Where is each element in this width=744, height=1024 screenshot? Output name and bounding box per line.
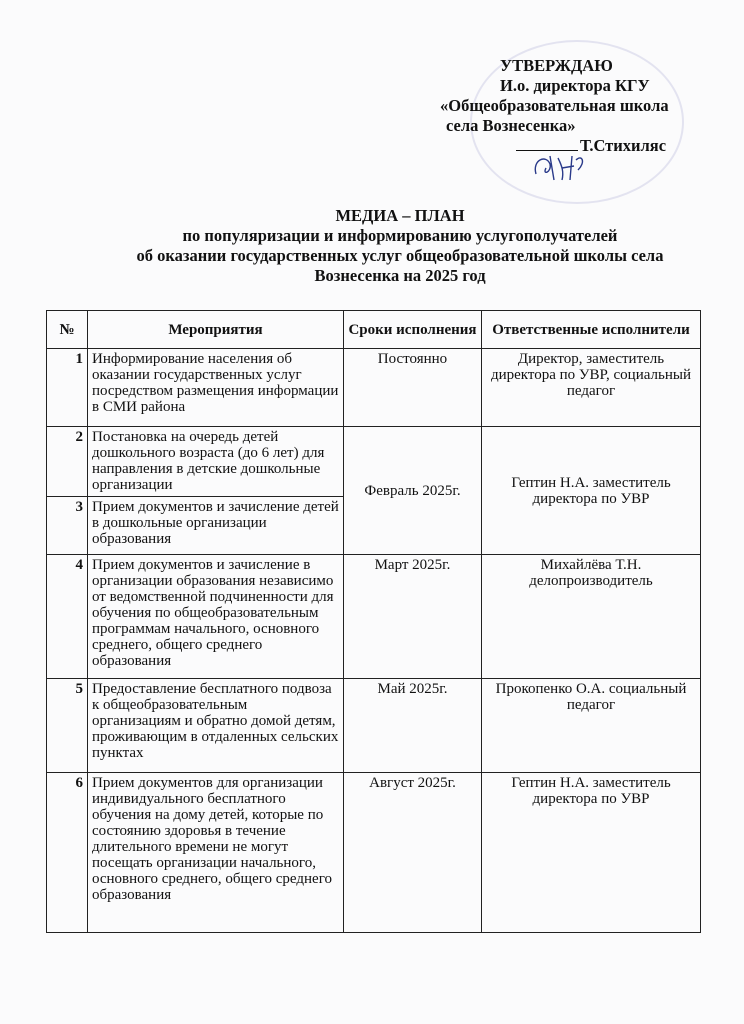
row-number: 1: [47, 349, 88, 427]
row-term: Февраль 2025г.: [344, 427, 482, 555]
row-event: Прием документов для организации индивидуального бесплатного обучения на дому детей, которые по состоянию здоровья в течение длительного времени не могут посещать организации начального, основного среднего, общего среднего образования: [88, 773, 344, 933]
row-event: Информирование населения об оказании государственных услуг посредством размещения информации в СМИ района: [88, 349, 344, 427]
row-event: Постановка на очередь детей дошкольного возраста (до 6 лет) для направления в детские дошкольные организации: [88, 427, 344, 497]
row-number: 6: [47, 773, 88, 933]
table-row: [47, 773, 701, 933]
approval-heading: УТВЕРЖДАЮ: [500, 56, 613, 75]
row-responsible: Гептин Н.А. заместитель директора по УВР: [482, 427, 701, 555]
approval-org-village: села Вознесенка»: [446, 116, 576, 135]
header-terms: Сроки исполнения: [344, 311, 482, 349]
table-row: [47, 349, 701, 427]
table-row: [47, 555, 701, 679]
header-responsible: Ответственные исполнители: [482, 311, 701, 349]
table-header-row: [47, 311, 701, 349]
row-term: Май 2025г.: [344, 679, 482, 773]
row-number: 4: [47, 555, 88, 679]
approval-org: «Общеобразовательная школа: [440, 96, 669, 115]
row-responsible: Гептин Н.А. заместитель директора по УВР: [482, 773, 701, 933]
row-number: 2: [47, 427, 88, 497]
title-line-4: Вознесенка на 2025 год: [314, 266, 486, 285]
signature-line: [516, 136, 578, 151]
row-event: Прием документов и зачисление детей в дошкольные организации образования: [88, 497, 344, 555]
header-number: №: [47, 311, 88, 349]
signer-name: Т.Стихиляс: [580, 136, 667, 155]
row-responsible: Михайлёва Т.Н. делопроизводитель: [482, 555, 701, 679]
document-title: [120, 206, 680, 286]
row-event: Прием документов и зачисление в организации образования независимо от ведомственной подчиненности для обучения по общеобразовательным программам начального, основного среднего, общего среднего образования: [88, 555, 344, 679]
table-row: [47, 679, 701, 773]
row-term: Постоянно: [344, 349, 482, 427]
title-line-2: по популяризации и информированию услугополучателей: [182, 226, 618, 245]
row-responsible: Прокопенко О.А. социальный педагог: [482, 679, 701, 773]
media-plan-table: [46, 310, 701, 933]
row-number: 3: [47, 497, 88, 555]
row-term: Март 2025г.: [344, 555, 482, 679]
row-event: Предоставление бесплатного подвоза к общеобразовательным организациям и обратно домой детям, проживающим в отдаленных сельских пунктах: [88, 679, 344, 773]
approval-block: [440, 56, 710, 156]
approval-position: И.о. директора КГУ: [500, 76, 650, 95]
approval-signer-line: [440, 136, 710, 156]
row-term: Август 2025г.: [344, 773, 482, 933]
row-number: 5: [47, 679, 88, 773]
title-line-3: об оказании государственных услуг общеобразовательной школы села: [136, 246, 664, 265]
table-row: [47, 427, 701, 497]
row-responsible: Директор, заместитель директора по УВР, социальный педагог: [482, 349, 701, 427]
header-events: Мероприятия: [88, 311, 344, 349]
title-main: МЕДИА – ПЛАН: [335, 206, 465, 225]
